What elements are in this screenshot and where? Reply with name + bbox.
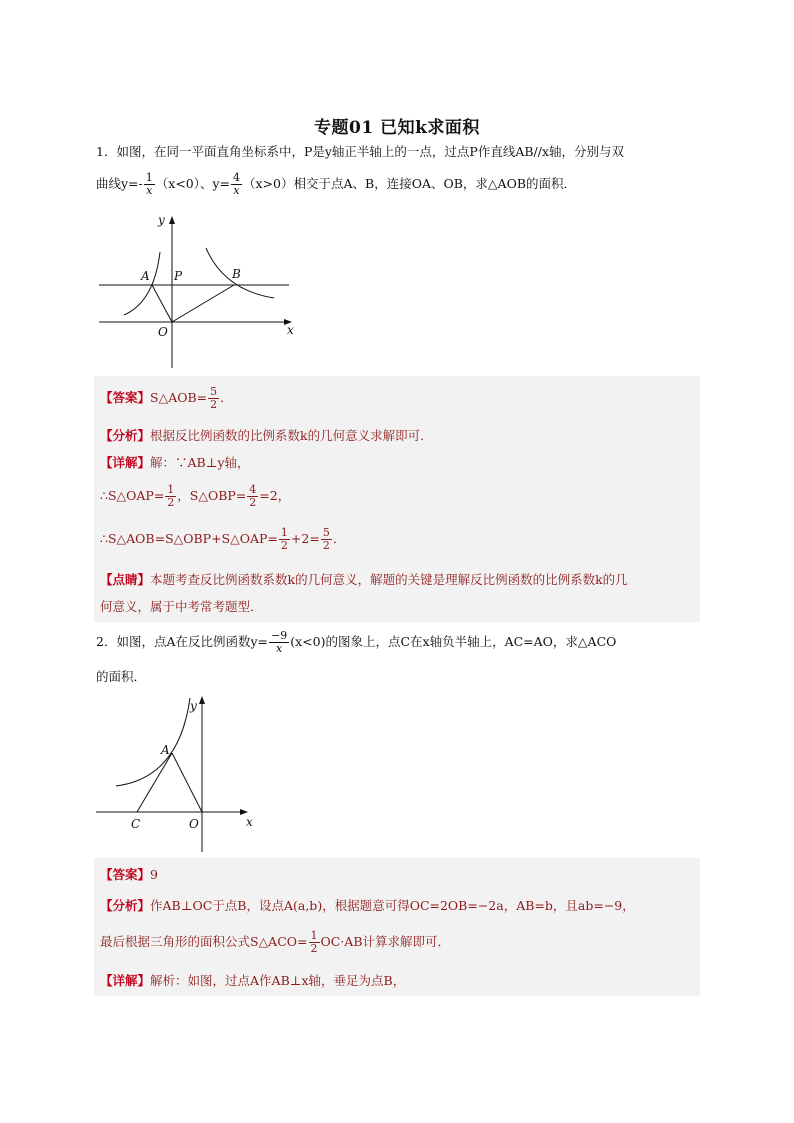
q1-step2: ∴S△AOB=S△OBP+S△OAP= $\frac{1}{2}$ +2= $\frac{5}{2}$ ． — [100, 526, 346, 552]
q2-text-line2: 的面积． — [96, 669, 147, 684]
q1-y-arrow-icon — [169, 216, 175, 224]
q2-detail: 【详解】解析：如图，过点A作AB⊥x轴，垂足为点B， — [100, 973, 406, 988]
q2-segment-ao — [172, 753, 202, 812]
q2-label-x: x — [246, 815, 253, 829]
q1-step1: ∴S△OAP= $\frac{1}{2}$ ，S△OBP= $\frac{4}{2}$ =2， — [100, 483, 291, 509]
q2-analysis-line1: 【分析】作AB⊥OC于点B，设点A(a,b)，根据题意可得OC=2OB=−2a，AB=b，且ab=−9， — [100, 898, 635, 913]
q1-analysis: 【分析】根据反比例函数的比例系数k的几何意义求解即可． — [100, 428, 433, 443]
q2-label-o: O — [189, 817, 199, 831]
q1-answer: 【答案】S△AOB= $\frac{5}{2}$ ． — [100, 385, 233, 411]
q2-label-a: A — [161, 743, 170, 757]
q1-figure — [94, 210, 304, 370]
q1-segment-ob — [172, 285, 234, 322]
q2-y-arrow-icon — [199, 696, 205, 704]
q2-text-line1: 2．如图，点A在反比例函数y= $\frac{-9}{x}$ (x<0)的图象上，点C在x轴负半轴上，AC=AO，求△ACO — [96, 629, 617, 655]
q1-label-x: x — [287, 323, 294, 337]
q1-label-o: O — [158, 325, 168, 339]
q1-label-b: B — [232, 267, 241, 281]
q1-left-curve — [124, 252, 160, 315]
q1-segment-oa — [152, 285, 172, 322]
q2-fraction: $\frac{-9}{x}$ — [271, 629, 288, 655]
q1-text-line2: 曲线y=- $\frac{1}{x}$ （x<0）、y= $\frac{4}{x}$ （x>0）相交于点A、B，连接OA、OB，求△AOB的面积． — [96, 171, 577, 197]
q1-detail: 【详解】解：∵AB⊥y轴， — [100, 455, 250, 470]
q1-comment-line2: 何意义，属于中考常考题型． — [100, 599, 263, 614]
q2-label-y: y — [190, 699, 197, 713]
q1-comment-line1: 【点睛】本题考查反比例函数系数k的几何意义，解题的关键是理解反比例函数的比例系数k的几 — [100, 572, 628, 587]
q1-text-line1: 1．如图，在同一平面直角坐标系中，P是y轴正半轴上的一点，过点P作直线AB//x轴，分别与双 — [96, 144, 625, 159]
q1-label-p: P — [174, 269, 183, 283]
q1-fraction-1: $\frac{1}{x}$ — [145, 171, 153, 197]
q2-answer: 【答案】9 — [100, 867, 158, 882]
q1-fraction-2: $\frac{4}{x}$ — [233, 171, 241, 197]
q2-segment-ac — [137, 753, 172, 812]
page-title: 专题01 已知k求面积 — [314, 118, 480, 138]
q2-curve — [116, 698, 190, 786]
q1-label-y: y — [158, 213, 165, 227]
q2-analysis-line2: 最后根据三角形的面积公式S△ACO= $\frac{1}{2}$ OC·AB计算求解即可． — [100, 929, 450, 955]
q2-label-c: C — [131, 817, 141, 831]
q1-label-a: A — [141, 269, 150, 283]
q2-figure — [94, 688, 264, 856]
